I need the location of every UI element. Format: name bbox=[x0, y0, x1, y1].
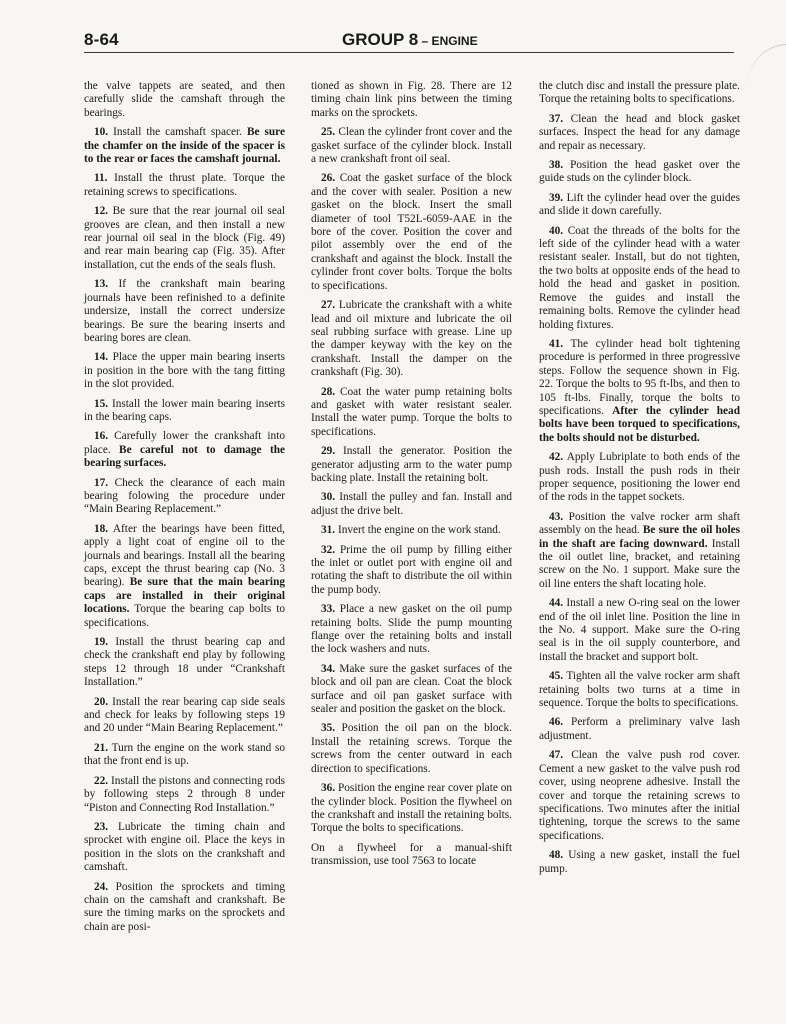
step-text: Install the pulley and fan. Install and adjust the drive belt. bbox=[311, 491, 513, 517]
step-number: 40. bbox=[549, 224, 564, 237]
step-text: Install the thrust bearing cap and check the crankshaft end play by following steps 12 through 18 under “Crankshaft Installation.” bbox=[84, 636, 285, 689]
step-number: 33. bbox=[321, 603, 336, 616]
step-text: On a flywheel for a manual-shift transmission, use tool 7563 to locate bbox=[311, 841, 512, 868]
step-text: the clutch disc and install the pressure plate. Torque the retaining bolts to specifications. bbox=[539, 80, 740, 106]
step-number: 30. bbox=[321, 491, 336, 504]
step-text: Coat the gasket surface of the block and the cover with sealer. Position a new gasket on the block. Insert the small diameter of tool T52L-6059-AAE in the bore of the cover. Position the cover and pilot assembly over the end of the crankshaft and against the block. Install the cylinder front cover bolts. Torque the bolts to specifications. bbox=[311, 172, 512, 292]
step-text: Lift the cylinder head over the guides and slide it down carefully. bbox=[539, 191, 740, 218]
step-emphasis: Be sure that the main bearing caps are installed in their original locations. bbox=[84, 576, 285, 616]
step-emphasis: Be sure the oil holes in the shaft are facing downward. bbox=[539, 524, 740, 550]
step-paragraph bbox=[84, 278, 285, 345]
step-number: 39. bbox=[549, 191, 564, 204]
step-emphasis: After the cylinder head bolts have been torqued to specifications, the bolts should not be disturbed. bbox=[539, 404, 740, 444]
step-number: 22. bbox=[94, 774, 109, 787]
step-paragraph bbox=[539, 451, 740, 505]
step-number: 16. bbox=[94, 430, 109, 443]
step-number: 12. bbox=[94, 205, 109, 218]
step-number: 45. bbox=[549, 670, 564, 683]
step-number: 31. bbox=[321, 524, 336, 537]
step-paragraph bbox=[539, 749, 740, 843]
step-number: 28. bbox=[321, 385, 336, 398]
step-text: Place a new gasket on the oil pump retaining bolts. Slide the pump mounting flange over the retaining bolts and install the lock washers and nuts. bbox=[311, 603, 512, 656]
step-number: 44. bbox=[549, 597, 564, 610]
step-paragraph bbox=[84, 430, 285, 470]
step-number: 36. bbox=[321, 782, 336, 795]
step-number: 41. bbox=[549, 337, 564, 350]
step-paragraph bbox=[539, 159, 740, 186]
step-text: Invert the engine on the work stand. bbox=[337, 524, 501, 537]
step-paragraph bbox=[84, 172, 285, 199]
step-text-continued: Install the oil outlet line, bracket, and retaining screw on the No. 1 support. Make sure the oil line enters the shaft locating hole. bbox=[539, 537, 740, 590]
step-number: 11. bbox=[94, 172, 108, 185]
step-text: Install the generator. Position the generator adjusting arm to the water pump backing plate. Install the retaining bolt. bbox=[311, 445, 512, 484]
step-text: Install the rear bearing cap side seals and check for leaks by following steps 19 and 20 under “Main Bearing Replacement.” bbox=[84, 695, 286, 735]
step-number: 13. bbox=[94, 278, 109, 291]
step-text: Position the engine rear cover plate on the cylinder block. Position the flywheel on the crankshaft and install the retaining bolts. Torque the bolts to specifications. bbox=[311, 782, 513, 835]
step-paragraph bbox=[311, 126, 512, 166]
step-paragraph bbox=[311, 544, 512, 598]
step-paragraph bbox=[84, 126, 285, 166]
step-text: Clean the valve push rod cover. Cement a new gasket to the valve push rod cover, using neoprene adhesive. Install the cover and torque the retaining screws to specifications. Two minutes after the initial tightening, torque the screws to the same specifications. bbox=[539, 749, 740, 842]
step-paragraph bbox=[84, 398, 285, 425]
step-text: Carefully lower the crankshaft into place. bbox=[84, 430, 285, 456]
step-paragraph bbox=[311, 491, 512, 518]
step-number: 20. bbox=[94, 695, 109, 708]
step-text: Coat the water pump retaining bolts and gasket with water resistant sealer. Install the water pump. Torque the bolts to specifications. bbox=[311, 385, 513, 438]
header-rule bbox=[84, 52, 734, 53]
step-number: 21. bbox=[94, 741, 109, 754]
step-text: Apply Lubriplate to both ends of the push rods. Install the push rods in their proper sequence, positioning the lower end of the rods in the tappet sockets. bbox=[539, 451, 740, 504]
step-paragraph bbox=[311, 172, 512, 293]
step-text: tioned as shown in Fig. 28. There are 12 timing chain link pins between the timing marks on the sprockets. bbox=[311, 80, 512, 119]
step-paragraph bbox=[84, 775, 285, 815]
step-emphasis: Be sure the chamfer on the inside of the spacer is to the rear or faces the camshaft journal. bbox=[84, 126, 285, 166]
step-emphasis: Be careful not to damage the bearing surfaces. bbox=[84, 443, 286, 470]
text-column-2 bbox=[311, 80, 512, 875]
step-paragraph bbox=[539, 113, 740, 153]
step-number: 14. bbox=[94, 351, 109, 364]
step-number: 25. bbox=[321, 126, 336, 139]
step-text: Position the sprockets and timing chain on the camshaft and crankshaft. Be sure the timing marks on the sprockets and chain are posi- bbox=[84, 880, 285, 933]
step-paragraph bbox=[84, 523, 285, 630]
step-text: Lubricate the crankshaft with a white lead and oil mixture and lubricate the oil seal rubbing surface with grease. Line up the damper keyway with the key on the crankshaft. Install the damper on the crankshaft (Fig. 30). bbox=[311, 299, 512, 379]
step-text: The cylinder head bolt tightening procedure is performed in three progressive steps. Follow the sequence shown in Fig. 22. Torque the bolts to 95 ft-lbs, and then to 105 ft-lbs. Finally, torque the bolts to specifications. bbox=[539, 337, 740, 417]
step-paragraph bbox=[539, 716, 740, 743]
step-text: Perform a preliminary valve lash adjustment. bbox=[539, 716, 740, 742]
step-text: After the bearings have been fitted, apply a light coat of engine oil to the journals and bearings. Install all the bearing caps, except the thrust bearing cap (No. 3 bearing). bbox=[84, 522, 286, 589]
step-text: Position the oil pan on the block. Install the retaining screws. Torque the screws from the center outward in each direction to specifications. bbox=[311, 722, 513, 775]
step-number: 19. bbox=[94, 636, 109, 649]
step-text: Install the pistons and connecting rods by following steps 2 through 8 under “Piston and Connecting Rod Installation.” bbox=[84, 774, 285, 814]
step-paragraph bbox=[539, 225, 740, 332]
step-text: Clean the head and block gasket surfaces. Inspect the head for any damage and repair as necessary. bbox=[539, 112, 740, 152]
step-number: 27. bbox=[321, 299, 336, 312]
step-text-continued: Torque the bearing cap bolts to specifications. bbox=[84, 603, 285, 629]
step-paragraph bbox=[539, 192, 740, 219]
step-paragraph bbox=[311, 722, 512, 776]
step-paragraph bbox=[539, 80, 740, 107]
step-number: 18. bbox=[94, 522, 109, 535]
group-title bbox=[342, 30, 478, 50]
step-paragraph bbox=[311, 80, 512, 120]
step-text: Turn the engine on the work stand so that the front end is up. bbox=[84, 741, 286, 768]
step-paragraph bbox=[539, 670, 740, 710]
step-text: If the crankshaft main bearing journals have been refinished to a definite undersize, install the correct undersize bearings. Be sure the bearing inserts and bearing bores are clean. bbox=[84, 278, 285, 344]
step-paragraph bbox=[539, 597, 740, 664]
step-text: Position the head gasket over the guide studs on the cylinder block. bbox=[539, 159, 740, 185]
step-paragraph bbox=[539, 511, 740, 591]
step-text: Install the thrust plate. Torque the retaining screws to specifications. bbox=[84, 172, 285, 198]
step-text: Clean the cylinder front cover and the gasket surface of the cylinder block. Install a new crankshaft front oil seal. bbox=[311, 126, 512, 166]
step-number: 34. bbox=[321, 662, 336, 675]
step-paragraph bbox=[311, 386, 512, 440]
step-number: 37. bbox=[549, 112, 564, 125]
page-number: 8-64 bbox=[84, 30, 119, 49]
step-paragraph bbox=[84, 696, 285, 736]
step-number: 47. bbox=[549, 749, 564, 762]
step-paragraph bbox=[311, 299, 512, 379]
step-number: 15. bbox=[94, 397, 109, 410]
step-text: Lubricate the timing chain and sprocket with engine oil. Place the keys in position in the slots on the crankshaft and camshaft. bbox=[84, 820, 285, 874]
group-title-main: GROUP 8 bbox=[342, 30, 419, 49]
step-paragraph bbox=[311, 842, 512, 869]
step-number: 10. bbox=[94, 126, 109, 139]
step-paragraph bbox=[84, 636, 285, 690]
step-text: Using a new gasket, install the fuel pump. bbox=[539, 849, 740, 875]
step-text: the valve tappets are seated, and then carefully slide the camshaft through the bearings. bbox=[84, 80, 285, 119]
step-number: 46. bbox=[549, 716, 564, 729]
step-paragraph bbox=[84, 881, 285, 935]
step-paragraph bbox=[84, 477, 285, 517]
text-column-1 bbox=[84, 80, 285, 940]
step-paragraph bbox=[84, 80, 285, 120]
text-column-3 bbox=[539, 80, 740, 882]
step-paragraph bbox=[84, 821, 285, 875]
step-text: Be sure that the rear journal oil seal grooves are clean, and then install a new rear journal oil seal in the block (Fig. 49) and rear main bearing cap (Fig. 35). After installation, cut the ends of the seals flush. bbox=[84, 205, 285, 271]
group-title-sub: – ENGINE bbox=[418, 34, 478, 48]
step-number: 29. bbox=[321, 445, 336, 458]
step-text: Coat the threads of the bolts for the left side of the cylinder head with a water resistant sealer. Install, but do not tighten, the two bolts at opposite ends of the head to hold the head and gasket in position. Remove the guides and install the remaining bolts. Remove the cylinder head holding fixtures. bbox=[539, 224, 740, 331]
step-paragraph bbox=[311, 663, 512, 717]
step-text: Install the camshaft spacer. bbox=[113, 126, 242, 139]
step-text: Place the upper main bearing inserts in position in the bore with the tang fitting in the slot provided. bbox=[84, 351, 285, 391]
step-paragraph bbox=[539, 338, 740, 445]
step-text: Position the valve rocker arm shaft assembly on the head. bbox=[539, 510, 740, 537]
step-text: Make sure the gasket surfaces of the block and oil pan are clean. Coat the block surface and oil pan gasket surface with sealer and position the gasket on the block. bbox=[311, 662, 513, 716]
step-number: 23. bbox=[94, 820, 109, 833]
step-paragraph bbox=[84, 351, 285, 391]
step-paragraph bbox=[84, 742, 285, 769]
step-paragraph bbox=[311, 524, 512, 537]
step-paragraph bbox=[84, 205, 285, 272]
step-text: Install the lower main bearing inserts in the bearing caps. bbox=[84, 397, 285, 423]
step-number: 17. bbox=[94, 476, 109, 489]
step-text: Prime the oil pump by filling either the inlet or outlet port with engine oil and rotating the shaft to distribute the oil within the pump body. bbox=[311, 543, 513, 596]
step-text: Install a new O-ring seal on the lower end of the oil inlet line. Position the line in the No. 4 support. Make sure the O-ring seal is in the oil supply counterbore, and install the bracket and support bolt. bbox=[539, 597, 741, 663]
step-paragraph bbox=[311, 782, 512, 836]
step-paragraph bbox=[311, 445, 512, 485]
step-number: 48. bbox=[549, 849, 564, 862]
step-number: 35. bbox=[321, 722, 336, 735]
step-number: 42. bbox=[549, 451, 564, 464]
step-text: Tighten all the valve rocker arm shaft retaining bolts two turns at a time in sequence. Torque the bolts to specifications. bbox=[539, 670, 740, 710]
step-paragraph bbox=[539, 849, 740, 876]
step-number: 26. bbox=[321, 172, 336, 185]
step-text: Check the clearance of each main bearing folowing the procedure under “Main Bearing Replacement.” bbox=[84, 476, 285, 516]
step-number: 43. bbox=[549, 510, 564, 523]
step-paragraph bbox=[311, 603, 512, 657]
step-number: 24. bbox=[94, 880, 109, 893]
step-number: 38. bbox=[549, 159, 564, 172]
step-number: 32. bbox=[321, 543, 336, 556]
